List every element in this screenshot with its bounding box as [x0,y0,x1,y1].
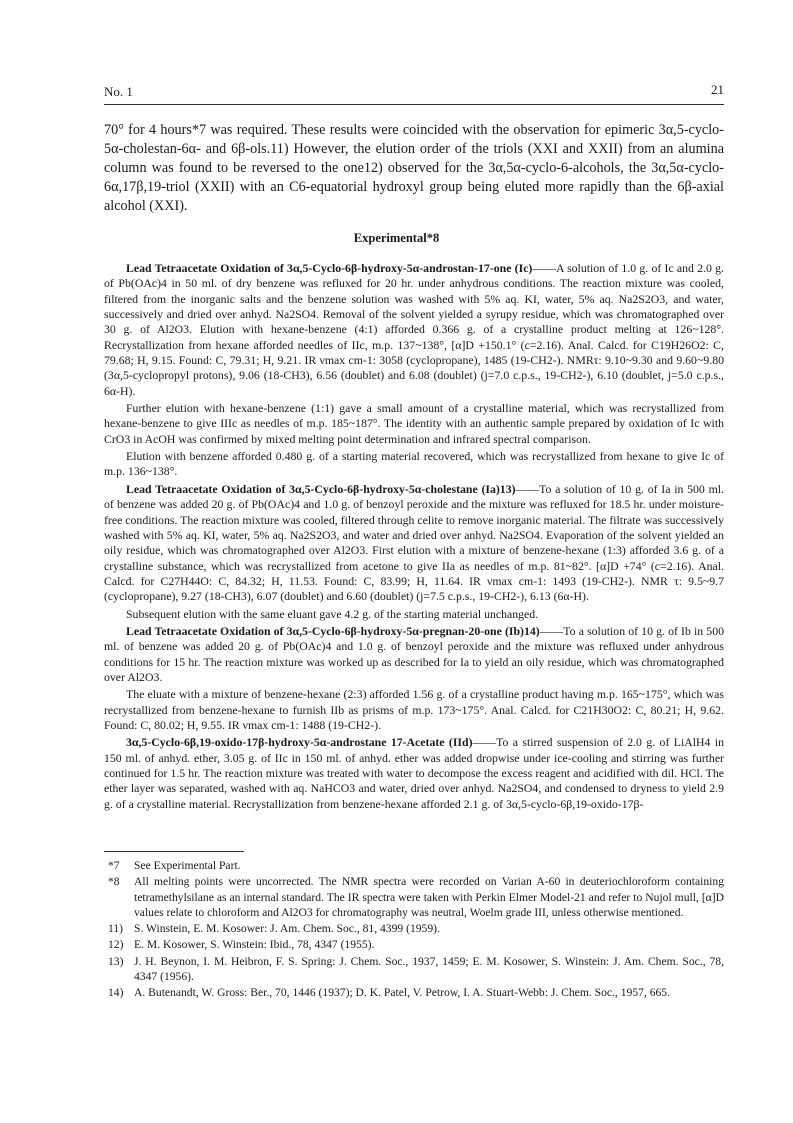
paragraph-text: ——To a stirred suspension of 2.0 g. of LiAlH4 in 150 ml. of anhyd. ether, 3.05 g. of IIc in 150 ml. of anhyd. ether was added dropwise under ice-cooling and stirring was further continued for 1.5 hr. The reaction mixture was treated with water to decompose the excess reagent and acidified with dil. HCl. The ether layer was separated, washed with aq. NaHCO3 and water, dried over anhyd. Na2SO4, and condensed to dryness to yield 2.9 g. of a crystalline material. Recrystallization from benzene-hexane afforded 2.1 g. of 3α,5-cyclo-6β,19-oxido-17β- [104,735,724,811]
paragraph [104,261,724,399]
footnote [104,921,724,936]
footnote-text: S. Winstein, E. M. Kosower: J. Am. Chem. Soc., 81, 4399 (1959). [134,922,440,936]
paragraph-text: Elution with benzene afforded 0.480 g. of a starting material recovered, which was recrystallized from hexane to give Ic of m.p. 136~138°. [104,449,724,479]
footnote-mark: 11) [108,922,124,936]
header-rule [104,104,724,105]
page-header [104,80,724,102]
footnote-text: E. M. Kosower, S. Winstein: Ibid., 78, 4347 (1955). [134,938,375,952]
paragraph [104,687,724,733]
footnote-text: All melting points were uncorrected. The NMR spectra were recorded on Varian A-60 in deuteriochloroform containing tetramethylsilane as an internal standard. The IR spectra were taken with Perkin Elmer Model-21 and refer to Nujol mull, [α]D values relate to chloroform and Al2O3 for chromatography was neutral, Woelm grade III, unless otherwise mentioned. [134,875,724,919]
paragraph-heading: 3α,5-Cyclo-6β,19-oxido-17β-hydroxy-5α-androstane 17-Acetate (IId) [126,735,473,750]
footnotes [104,858,724,1002]
paragraph-heading: Lead Tetraacetate Oxidation of 3α,5-Cyclo-6β-hydroxy-5α-cholestane (Ia)13) [126,481,516,496]
paragraph [104,607,724,622]
paragraph-text: ——To a solution of 10 g. of Ia in 500 ml. of benzene was added 20 g. of Pb(OAc)4 and 1.0 g. of benzoyl peroxide and the mixture was refluxed for 18.5 hr. under moisture-free conditions. The reaction mixture was cooled, filtered through celite to remove inorganic material. The filtrate was successively washed with 5% aq. KI, water, 5% aq. Na2S2O3, and water and dried over anhyd. Na2SO4. Evaporation of the solvent yielded an oily residue, which was chromatographed over Al2O3. First elution with a mixture of benzene-hexane (1:3) afforded 3.6 g. of a crystalline substance, which was recrystallized from acetone to give IIa as needles of m.p. 81~82°. [α]D +74° (c=2.16). Anal. Calcd. for C27H44O: C, 84.32; H, 11.53. Found: C, 83.99; H, 11.64. IR νmax cm-1: 1493 (19-CH2-). NMR τ: 9.5~9.7 (cyclopropane), 9.27 (18-CH3), 6.07 (doublet) and 6.60 (doublet) (j=7.5 c.p.s., 19-CH2-), 6.13 (6α-H). [104,481,724,604]
footnote [104,985,724,1000]
footnote-mark: 13) [108,954,124,968]
footnote [104,858,724,873]
paragraph [104,401,724,447]
footnote-text: J. H. Beynon, I. M. Heibron, F. S. Spring: J. Chem. Soc., 1937, 1459; E. M. Kosower, S. Winstein: J. Am. Chem. Soc., 78, 4347 (1956). [134,954,724,984]
paragraph-text: ——To a solution of 10 g. of Ib in 500 ml. of benzene was added 20 g. of Pb(OAc)4 and 1.0 g. of benzoyl peroxide and the mixture was refluxed under anhydrous conditions for 15 hr. The reaction mixture was worked up as described for Ia to yield an oily residue, which was chromatographed over Al2O3. [104,623,724,684]
paragraph [104,449,724,480]
paragraph [104,624,724,685]
paragraph-text: ——A solution of 1.0 g. of Ic and 2.0 g. of Pb(OAc)4 in 50 ml. of dry benzene was refluxed for 20 hr. under anhydrous conditions. The reaction mixture was cooled, filtered from the inorganic salts and the benzene solution was washed with 5% aq. KI, water, 5% aq. Na2S2O3, and water, successively and dried over anhyd. Na2SO4. Removal of the solvent yielded a syrupy residue, which was chromatographed over 30 g. of Al2O3. Elution with hexane-benzene (4:1) afforded 0.366 g. of a crystalline product melting at 126~128°. Recrystallization from hexane afforded needles of IIc, m.p. 137~138°, [α]D +150.1° (c=2.16). Anal. Calcd. for C19H26O2: C, 79.68; H, 9.15. Found: C, 79.31; H, 9.21. IR νmax cm-1: 3058 (cyclopropane), 1485 (19-CH2-). NMRτ: 9.10~9.30 and 9.60~9.80 (3α,5-cyclopropyl protons), 9.06 (18-CH3), 6.56 (doublet) and 6.08 (doublet) (j=7.0 c.p.s., 19-CH2-), 6.10 (doublet, j=5.0 c.p.s., 6α-H). [104,261,725,398]
paragraph-heading: Lead Tetraacetate Oxidation of 3α,5-Cyclo-6β-hydroxy-5α-androstan-17-one (Ic) [126,261,533,275]
paragraph-text: The eluate with a mixture of benzene-hexane (2:3) afforded 1.56 g. of a crystalline product having m.p. 165~175°, which was recrystallized from benzene-hexane to furnish IIb as prisms of m.p. 173~175°. Anal. Calcd. for C21H30O2: C, 80.21; H, 9.62. Found: C, 80.02; H, 9.55. IR νmax cm-1: 1488 (19-CH2-). [104,687,724,732]
page-number: 21 [711,82,724,97]
paragraph-text: Subsequent elution with the same eluant gave 4.2 g. of the starting material unchanged. [126,606,539,621]
paragraph [104,482,724,605]
footnote [104,937,724,952]
paragraph [104,735,724,812]
intro-text: 70° for 4 hours*7 was required. These results were coincided with the observation for epimeric 3α,5-cyclo-5α-cholestan-6α- and 6β-ols.11) However, the elution order of the triols (XXI and XXII) from an alumina column was found to be reversed to the one12) observed for the 3α,5α-cyclo-6-alcohols, the 3α,5α-cyclo-6α,17β,19-triol (XXII) with an C6-equatorial hydroxyl group being eluted more rapidly than the 6β-axial alcohol (XXI). [104,122,724,214]
footnote-mark: 14) [108,986,124,1000]
footnote-mark: *7 [108,859,120,872]
footnote-mark: *8 [108,875,120,889]
footnote [104,874,724,920]
section-title: Experimental*8 [353,231,440,245]
paragraph-text: Further elution with hexane-benzene (1:1) gave a small amount of a crystalline material, which was recrystallized from hexane-benzene to give IIIc as needles of m.p. 185~187°. The identity with an authentic sample prepared by oxidation of Ic with CrO3 in AcOH was confirmed by mixed melting point determination and infrared spectral comparison. [104,401,724,446]
journal-number: No. 1 [104,84,133,99]
footnote-text: See Experimental Part. [134,859,241,872]
footnote [104,954,724,985]
footnote-rule [104,851,244,852]
footnote-mark: 12) [108,938,124,952]
intro-paragraph [104,121,724,216]
footnote-text: A. Butenandt, W. Gross: Ber., 70, 1446 (1937); D. K. Patel, V. Petrow, I. A. Stuart-Webb: J. Chem. Soc., 1957, 665. [134,986,671,1000]
experimental-body [104,261,724,814]
paragraph-heading: Lead Tetraacetate Oxidation of 3α,5-Cyclo-6β-hydroxy-5α-pregnan-20-one (Ib)14) [126,623,540,638]
